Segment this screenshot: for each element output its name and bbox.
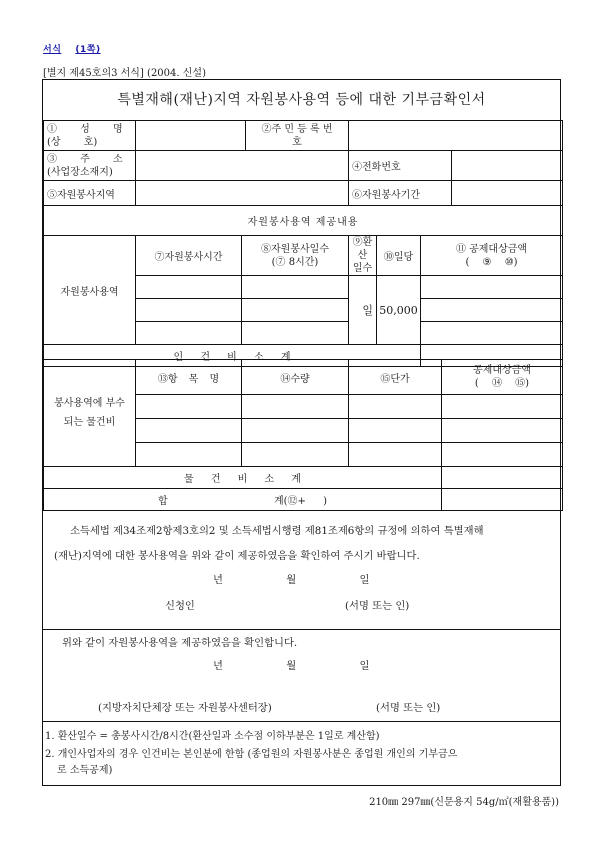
form-link-label[interactable]: 서식 [43, 45, 62, 55]
item-cell[interactable] [136, 443, 242, 467]
unit-price-cell[interactable] [349, 395, 442, 419]
col-item-name: ⑬항 목 명 [136, 360, 242, 395]
paper-spec: 210㎜ 297㎜(신문용지 54g/㎡(재활용품)) [369, 797, 559, 808]
applicant-signature[interactable]: (서명 또는 인) [345, 600, 410, 612]
total-formula: 계(⑫+ ) [274, 496, 328, 507]
name-label-cell [44, 121, 136, 151]
address-label-cell [44, 151, 136, 181]
unit-price-cell[interactable] [349, 419, 442, 443]
service-row-label: 자원봉사용역 [44, 236, 136, 345]
materials-subtotal-value[interactable] [442, 467, 563, 489]
page-number-link[interactable]: (1쪽) [75, 45, 101, 55]
col-deductible-sub: ( ⑨ ⑩) [465, 256, 518, 268]
name-value[interactable] [136, 121, 246, 151]
applicant-label: 신청인 [165, 600, 195, 612]
days-cell[interactable] [242, 276, 349, 299]
col-deductible-cell [421, 236, 563, 276]
address-value[interactable] [136, 151, 349, 181]
col-material-amount-sub: ( ⑭ ⑮) [474, 378, 530, 389]
rrn-label-cell [246, 121, 349, 151]
form-title: 특별재해(재난)지역 자원봉사용역 등에 대한 기부금확인서 [43, 80, 560, 121]
col-deductible-amount: ⑪ 공제대상금액 [455, 243, 528, 255]
confirming-authority: (지방자치단체장 또는 자원봉사센터장) [98, 702, 272, 714]
material-amount-cell[interactable] [442, 443, 563, 467]
footnote-1: 1. 환산일수 = 총봉사시간/8시간(환산일과 소수점 이하부분은 1일로 계산함) [45, 731, 380, 742]
converted-days-unit: 일 [349, 276, 377, 345]
amount-cell[interactable] [421, 276, 563, 299]
daily-rate-value: 50,000 [377, 276, 421, 345]
total-label-cell [44, 489, 442, 511]
confirmation-date: 년 월 일 [213, 660, 370, 672]
days-cell[interactable] [242, 299, 349, 322]
request-section [43, 516, 560, 630]
col-material-amount: 공제대상금액 [473, 365, 531, 376]
days-cell[interactable] [242, 322, 349, 345]
quantity-cell[interactable] [242, 419, 349, 443]
col-service-days: ⑧자원봉사일수 [261, 243, 329, 255]
hours-cell[interactable] [136, 276, 242, 299]
col-converted-days-cell [349, 236, 377, 276]
item-cell[interactable] [136, 419, 242, 443]
form-identifier: [별지 제45호의3 서식] (2004. 신설) [43, 68, 206, 79]
confirmation-section [43, 629, 560, 722]
confirmation-text: 위와 같이 자원봉사용역을 제공하였음을 확인합니다. [62, 637, 298, 649]
phone-label: ④전화번호 [349, 151, 452, 181]
address-label: ③ 주 소 [47, 153, 123, 165]
col-service-days-sub: (⑦ 8시간) [271, 256, 319, 268]
period-label: ⑥자원봉사기간 [349, 181, 452, 206]
col-service-hours: ⑦자원봉사시간 [136, 236, 242, 276]
address-sub-label: (사업장소재지) [47, 166, 113, 178]
col-converted-days-sub: 일수 [352, 263, 373, 274]
quantity-cell[interactable] [242, 395, 349, 419]
rrn-label-cont: 호 [292, 136, 302, 148]
rrn-value[interactable] [349, 121, 563, 151]
service-section-title: 자원봉사용역 제공내용 [44, 206, 563, 236]
hours-cell[interactable] [136, 322, 242, 345]
name-label: ① 성 명 [47, 123, 123, 135]
materials-subtotal-label: 물 건 비 소 계 [44, 467, 442, 489]
authority-signature[interactable]: (서명 또는 인) [376, 702, 441, 714]
form-frame [42, 79, 561, 786]
name-sub-label: (상 호) [47, 136, 98, 148]
request-text-1: 소득세법 제34조제2항제3호의2 및 소득세법시행령 제81조제6항의 규정에 의하여 특별재해 [70, 525, 484, 537]
applicant-table [43, 120, 563, 206]
amount-cell[interactable] [421, 299, 563, 322]
region-label: ⑤자원봉사지역 [44, 181, 136, 206]
unit-price-cell[interactable] [349, 443, 442, 467]
form-page-link[interactable] [43, 42, 115, 55]
footnote-2: 2. 개인사업자의 경우 인건비는 본인분에 한함 (종업원의 자원봉사분은 종업원 개인의 기부금으 [45, 749, 458, 760]
region-value[interactable] [136, 181, 349, 206]
materials-row-label-cont: 되는 물건비 [63, 417, 116, 428]
col-quantity: ⑭수량 [242, 360, 349, 395]
col-converted-days: ⑨환산 [352, 237, 373, 261]
col-material-amount-cell [442, 360, 563, 395]
material-amount-cell[interactable] [442, 419, 563, 443]
col-service-days-cell [242, 236, 349, 276]
service-table [43, 205, 563, 367]
total-label: 합 [157, 496, 168, 507]
col-daily-rate: ⑩일당 [377, 236, 421, 276]
total-value[interactable] [442, 489, 563, 511]
amount-cell[interactable] [421, 322, 563, 345]
footnotes [43, 729, 560, 779]
item-cell[interactable] [136, 395, 242, 419]
materials-row-label: 봉사용역에 부수 [54, 398, 125, 409]
footnote-2-cont: 로 소득공제) [57, 765, 113, 776]
hours-cell[interactable] [136, 299, 242, 322]
materials-row-label-cell [44, 360, 136, 467]
phone-value[interactable] [452, 151, 563, 181]
rrn-label: ②주 민 등 록 번 [261, 123, 333, 135]
request-date: 년 월 일 [213, 574, 370, 586]
col-unit-price: ⑮단가 [349, 360, 442, 395]
period-value[interactable] [452, 181, 563, 206]
material-amount-cell[interactable] [442, 395, 563, 419]
materials-table [43, 359, 563, 511]
request-text-2: (재난)지역에 대한 봉사용역을 위와 같이 제공하였음을 확인하여 주시기 바랍니다. [54, 550, 420, 562]
labor-subtotal-label: 인 건 비 소 계 [44, 345, 421, 367]
quantity-cell[interactable] [242, 443, 349, 467]
